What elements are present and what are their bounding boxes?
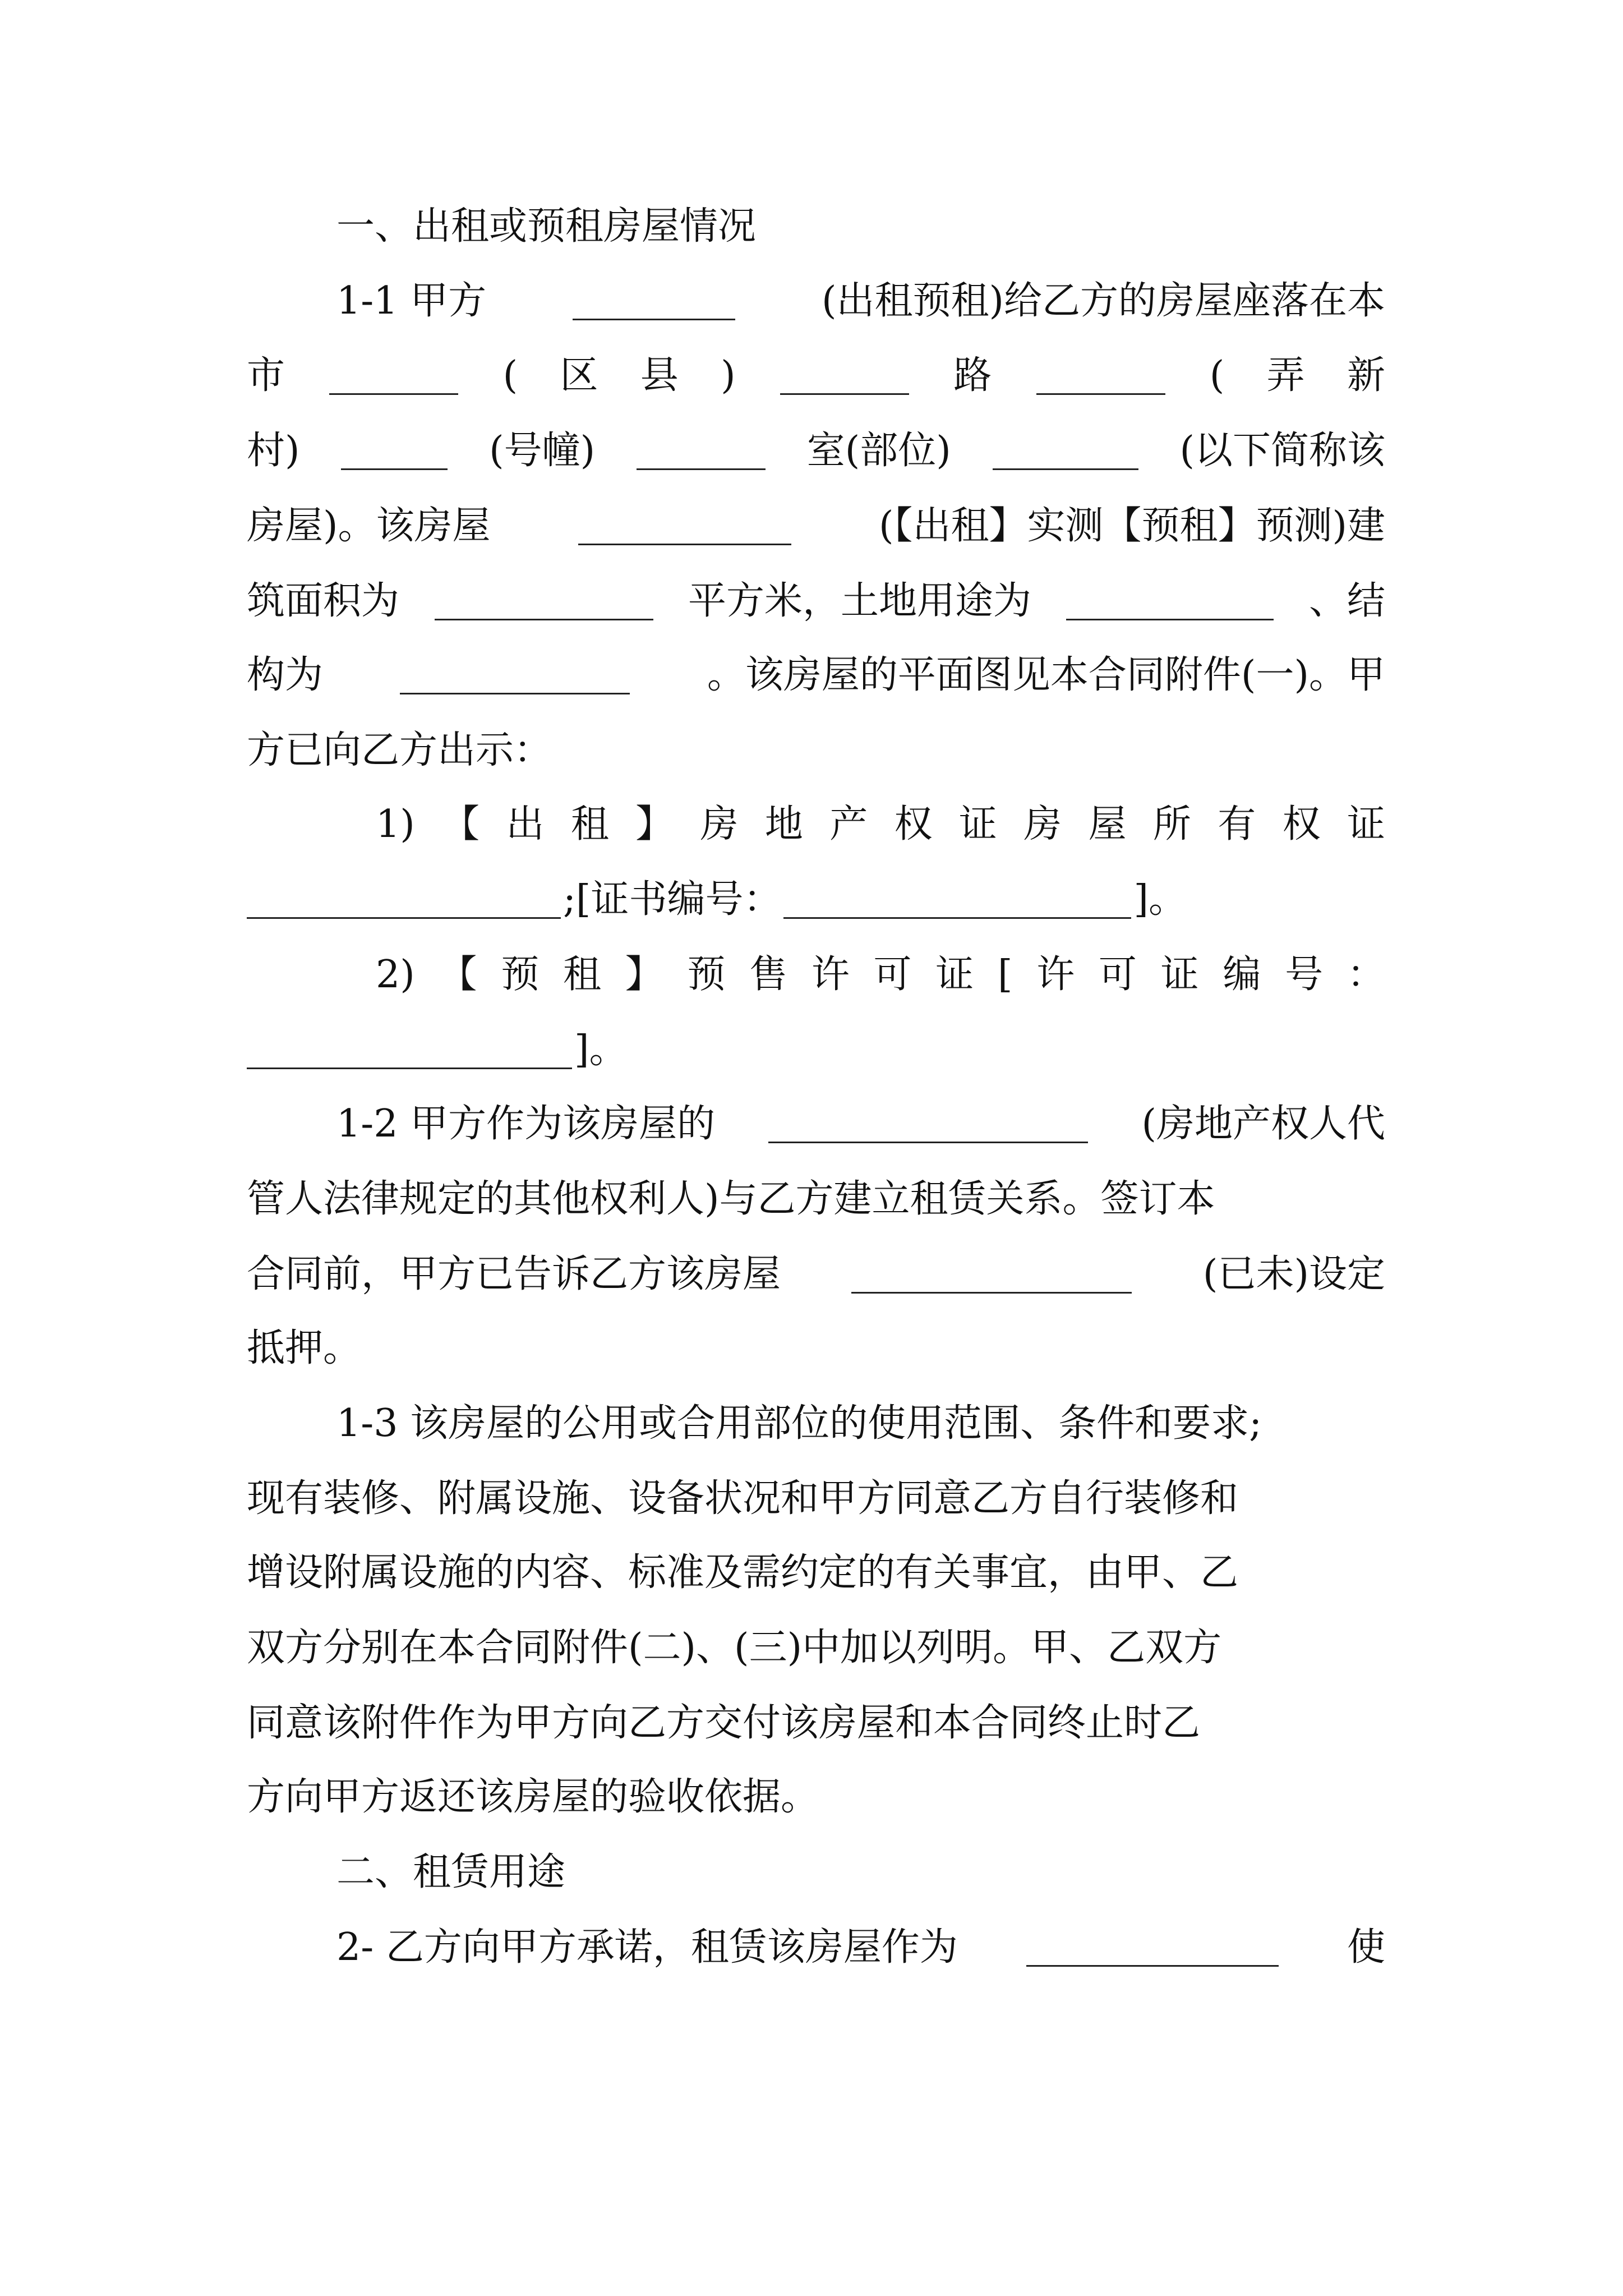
fill-blank[interactable] bbox=[578, 511, 791, 545]
clause-text: 许 bbox=[1036, 953, 1075, 997]
fill-blank[interactable] bbox=[400, 660, 630, 694]
clause-1-2-line-3 bbox=[247, 1252, 1385, 1296]
clause-text: 新 bbox=[1347, 353, 1385, 398]
clause-text: (以下简称该 bbox=[1179, 429, 1385, 473]
fill-blank[interactable] bbox=[780, 361, 909, 395]
clause-text: 县 bbox=[640, 353, 679, 398]
clause-text: 双方分别在本合同附件(二)、(三)中加以列明。甲、乙双方 bbox=[247, 1626, 1222, 1670]
clause-text: 证 bbox=[958, 802, 997, 846]
clause-text: (出租预租)给乙方的房屋座落在本 bbox=[821, 279, 1385, 323]
clause-text: 2) bbox=[376, 953, 415, 997]
clause-text: 1-2 甲方作为该房屋的 bbox=[336, 1102, 716, 1146]
heading-text: 二、租赁用途 bbox=[336, 1850, 566, 1894]
clause-1-3-line-5 bbox=[247, 1701, 1201, 1745]
clause-text: ]。 bbox=[1133, 877, 1187, 922]
fill-blank[interactable] bbox=[993, 436, 1138, 470]
item-1-line-1 bbox=[247, 802, 1385, 846]
clause-text: 编 bbox=[1223, 953, 1261, 997]
clause-2-line-1 bbox=[247, 1925, 1385, 1970]
clause-text: 租 bbox=[562, 953, 601, 997]
clause-1-1-line-1 bbox=[247, 279, 1385, 323]
fill-blank[interactable] bbox=[341, 436, 448, 470]
clause-1-3-line-2 bbox=[247, 1476, 1239, 1521]
clause-text: 1-3 该房屋的公用或合用部位的使用范围、条件和要求; bbox=[336, 1401, 1262, 1446]
item-1-line-2 bbox=[247, 877, 1187, 922]
clause-text: 房 bbox=[700, 802, 739, 846]
clause-text: 可 bbox=[873, 953, 912, 997]
clause-text: 房屋)。该房屋 bbox=[247, 504, 491, 548]
clause-1-3-line-4 bbox=[247, 1626, 1222, 1670]
clause-1-1-line-3 bbox=[247, 429, 1385, 473]
heading-text: 一、出租或预租房屋情况 bbox=[336, 204, 757, 249]
clause-text: ( bbox=[1209, 353, 1225, 398]
clause-text: 售 bbox=[749, 953, 788, 997]
clause-text: 村) bbox=[247, 429, 300, 473]
clause-text: 室(部位) bbox=[806, 429, 951, 473]
fill-blank[interactable] bbox=[851, 1259, 1132, 1294]
fill-blank[interactable] bbox=[1026, 1932, 1279, 1967]
clause-1-1-line-5 bbox=[247, 579, 1385, 623]
clause-text: (【出租】实测【预租】预测)建 bbox=[878, 504, 1385, 548]
clause-text: (已未)设定 bbox=[1202, 1252, 1385, 1296]
item-2-line-1 bbox=[247, 953, 1385, 997]
fill-blank[interactable] bbox=[247, 1035, 572, 1069]
clause-text: 1-1 甲方 bbox=[336, 279, 487, 323]
clause-text: 证 bbox=[1347, 802, 1385, 846]
clause-text: 权 bbox=[1282, 802, 1321, 846]
clause-text: 所 bbox=[1152, 802, 1191, 846]
clause-1-1-line-4 bbox=[247, 504, 1385, 548]
fill-blank[interactable] bbox=[1036, 361, 1165, 395]
fill-blank[interactable] bbox=[573, 286, 735, 320]
clause-text: 同意该附件作为甲方向乙方交付该房屋和本合同终止时乙 bbox=[247, 1701, 1201, 1745]
clause-text: 租 bbox=[570, 802, 609, 846]
fill-blank[interactable] bbox=[637, 436, 766, 470]
clause-text: 方向甲方返还该房屋的验收依据。 bbox=[247, 1775, 819, 1819]
clause-text: ;[证书编号： bbox=[563, 877, 782, 922]
clause-1-3-line-1 bbox=[247, 1401, 1262, 1446]
clause-text: 【 bbox=[441, 802, 480, 846]
clause-text: 有 bbox=[1218, 802, 1256, 846]
clause-1-3-line-3 bbox=[247, 1550, 1239, 1595]
clause-1-3-line-6 bbox=[247, 1775, 819, 1819]
fill-blank[interactable] bbox=[783, 885, 1131, 919]
clause-text: [ bbox=[997, 953, 1013, 997]
clause-text: 】 bbox=[635, 802, 674, 846]
section-heading-2 bbox=[247, 1850, 566, 1894]
clause-1-2-line-2 bbox=[247, 1177, 1215, 1221]
clause-text: 弄 bbox=[1266, 353, 1305, 398]
clause-text: 方已向乙方出示： bbox=[247, 728, 552, 772]
clause-text: 区 bbox=[560, 353, 598, 398]
clause-text: 筑面积为 bbox=[247, 579, 400, 623]
clause-text: 、结 bbox=[1308, 579, 1385, 623]
fill-blank[interactable] bbox=[247, 885, 561, 919]
clause-text: 产 bbox=[829, 802, 868, 846]
fill-blank[interactable] bbox=[768, 1109, 1088, 1143]
clause-1-2-line-1 bbox=[247, 1102, 1385, 1146]
clause-text: 。该房屋的平面图见本合同附件(一)。甲 bbox=[707, 653, 1385, 697]
clause-text: 路 bbox=[953, 353, 992, 398]
clause-text: 证 bbox=[935, 953, 974, 997]
clause-text: 构为 bbox=[247, 653, 324, 697]
clause-text: 抵押。 bbox=[247, 1326, 362, 1370]
clause-text: 屋 bbox=[1088, 802, 1127, 846]
clause-text: 可 bbox=[1098, 953, 1137, 997]
clause-text: 平方米，土地用途为 bbox=[688, 579, 1031, 623]
clause-text: 许 bbox=[811, 953, 850, 997]
clause-text: 2- 乙方向甲方承诺，租赁该房屋作为 bbox=[336, 1925, 958, 1970]
clause-text: 使 bbox=[1347, 1925, 1385, 1970]
clause-text: 管人法律规定的其他权利人)与乙方建立租赁关系。签订本 bbox=[247, 1177, 1215, 1221]
clause-text: ) bbox=[721, 353, 736, 398]
clause-text: ( bbox=[502, 353, 518, 398]
clause-text: 1) bbox=[376, 802, 415, 846]
clause-text: 证 bbox=[1160, 953, 1199, 997]
clause-1-2-line-4 bbox=[247, 1326, 362, 1370]
clause-text: 合同前，甲方已告诉乙方该房屋 bbox=[247, 1252, 781, 1296]
clause-text: 房 bbox=[1023, 802, 1062, 846]
clause-text: ]。 bbox=[574, 1028, 628, 1072]
clause-text: 出 bbox=[506, 802, 545, 846]
fill-blank[interactable] bbox=[329, 361, 458, 395]
clause-text: 号 bbox=[1285, 953, 1324, 997]
clause-text: 预 bbox=[687, 953, 726, 997]
section-heading-1 bbox=[247, 204, 757, 249]
clause-text: 地 bbox=[764, 802, 803, 846]
clause-text: ： bbox=[1347, 953, 1385, 997]
clause-text: 增设附属设施的内容、标准及需约定的有关事宜，由甲、乙 bbox=[247, 1550, 1239, 1595]
clause-text: 权 bbox=[894, 802, 933, 846]
clause-text: 【 bbox=[439, 953, 477, 997]
clause-1-1-line-2 bbox=[247, 353, 1385, 398]
clause-text: 市 bbox=[247, 353, 285, 398]
item-2-line-2 bbox=[247, 1028, 628, 1072]
clause-text: (号幢) bbox=[489, 429, 596, 473]
clause-text: 现有装修、附属设施、设备状况和甲方同意乙方自行装修和 bbox=[247, 1476, 1239, 1521]
clause-1-1-line-6 bbox=[247, 653, 1385, 697]
clause-text: (房地产权人代 bbox=[1141, 1102, 1385, 1146]
clause-text: 】 bbox=[625, 953, 663, 997]
fill-blank[interactable] bbox=[1066, 586, 1274, 620]
clause-text: 预 bbox=[501, 953, 540, 997]
clause-1-1-line-7 bbox=[247, 728, 552, 772]
fill-blank[interactable] bbox=[435, 586, 653, 620]
